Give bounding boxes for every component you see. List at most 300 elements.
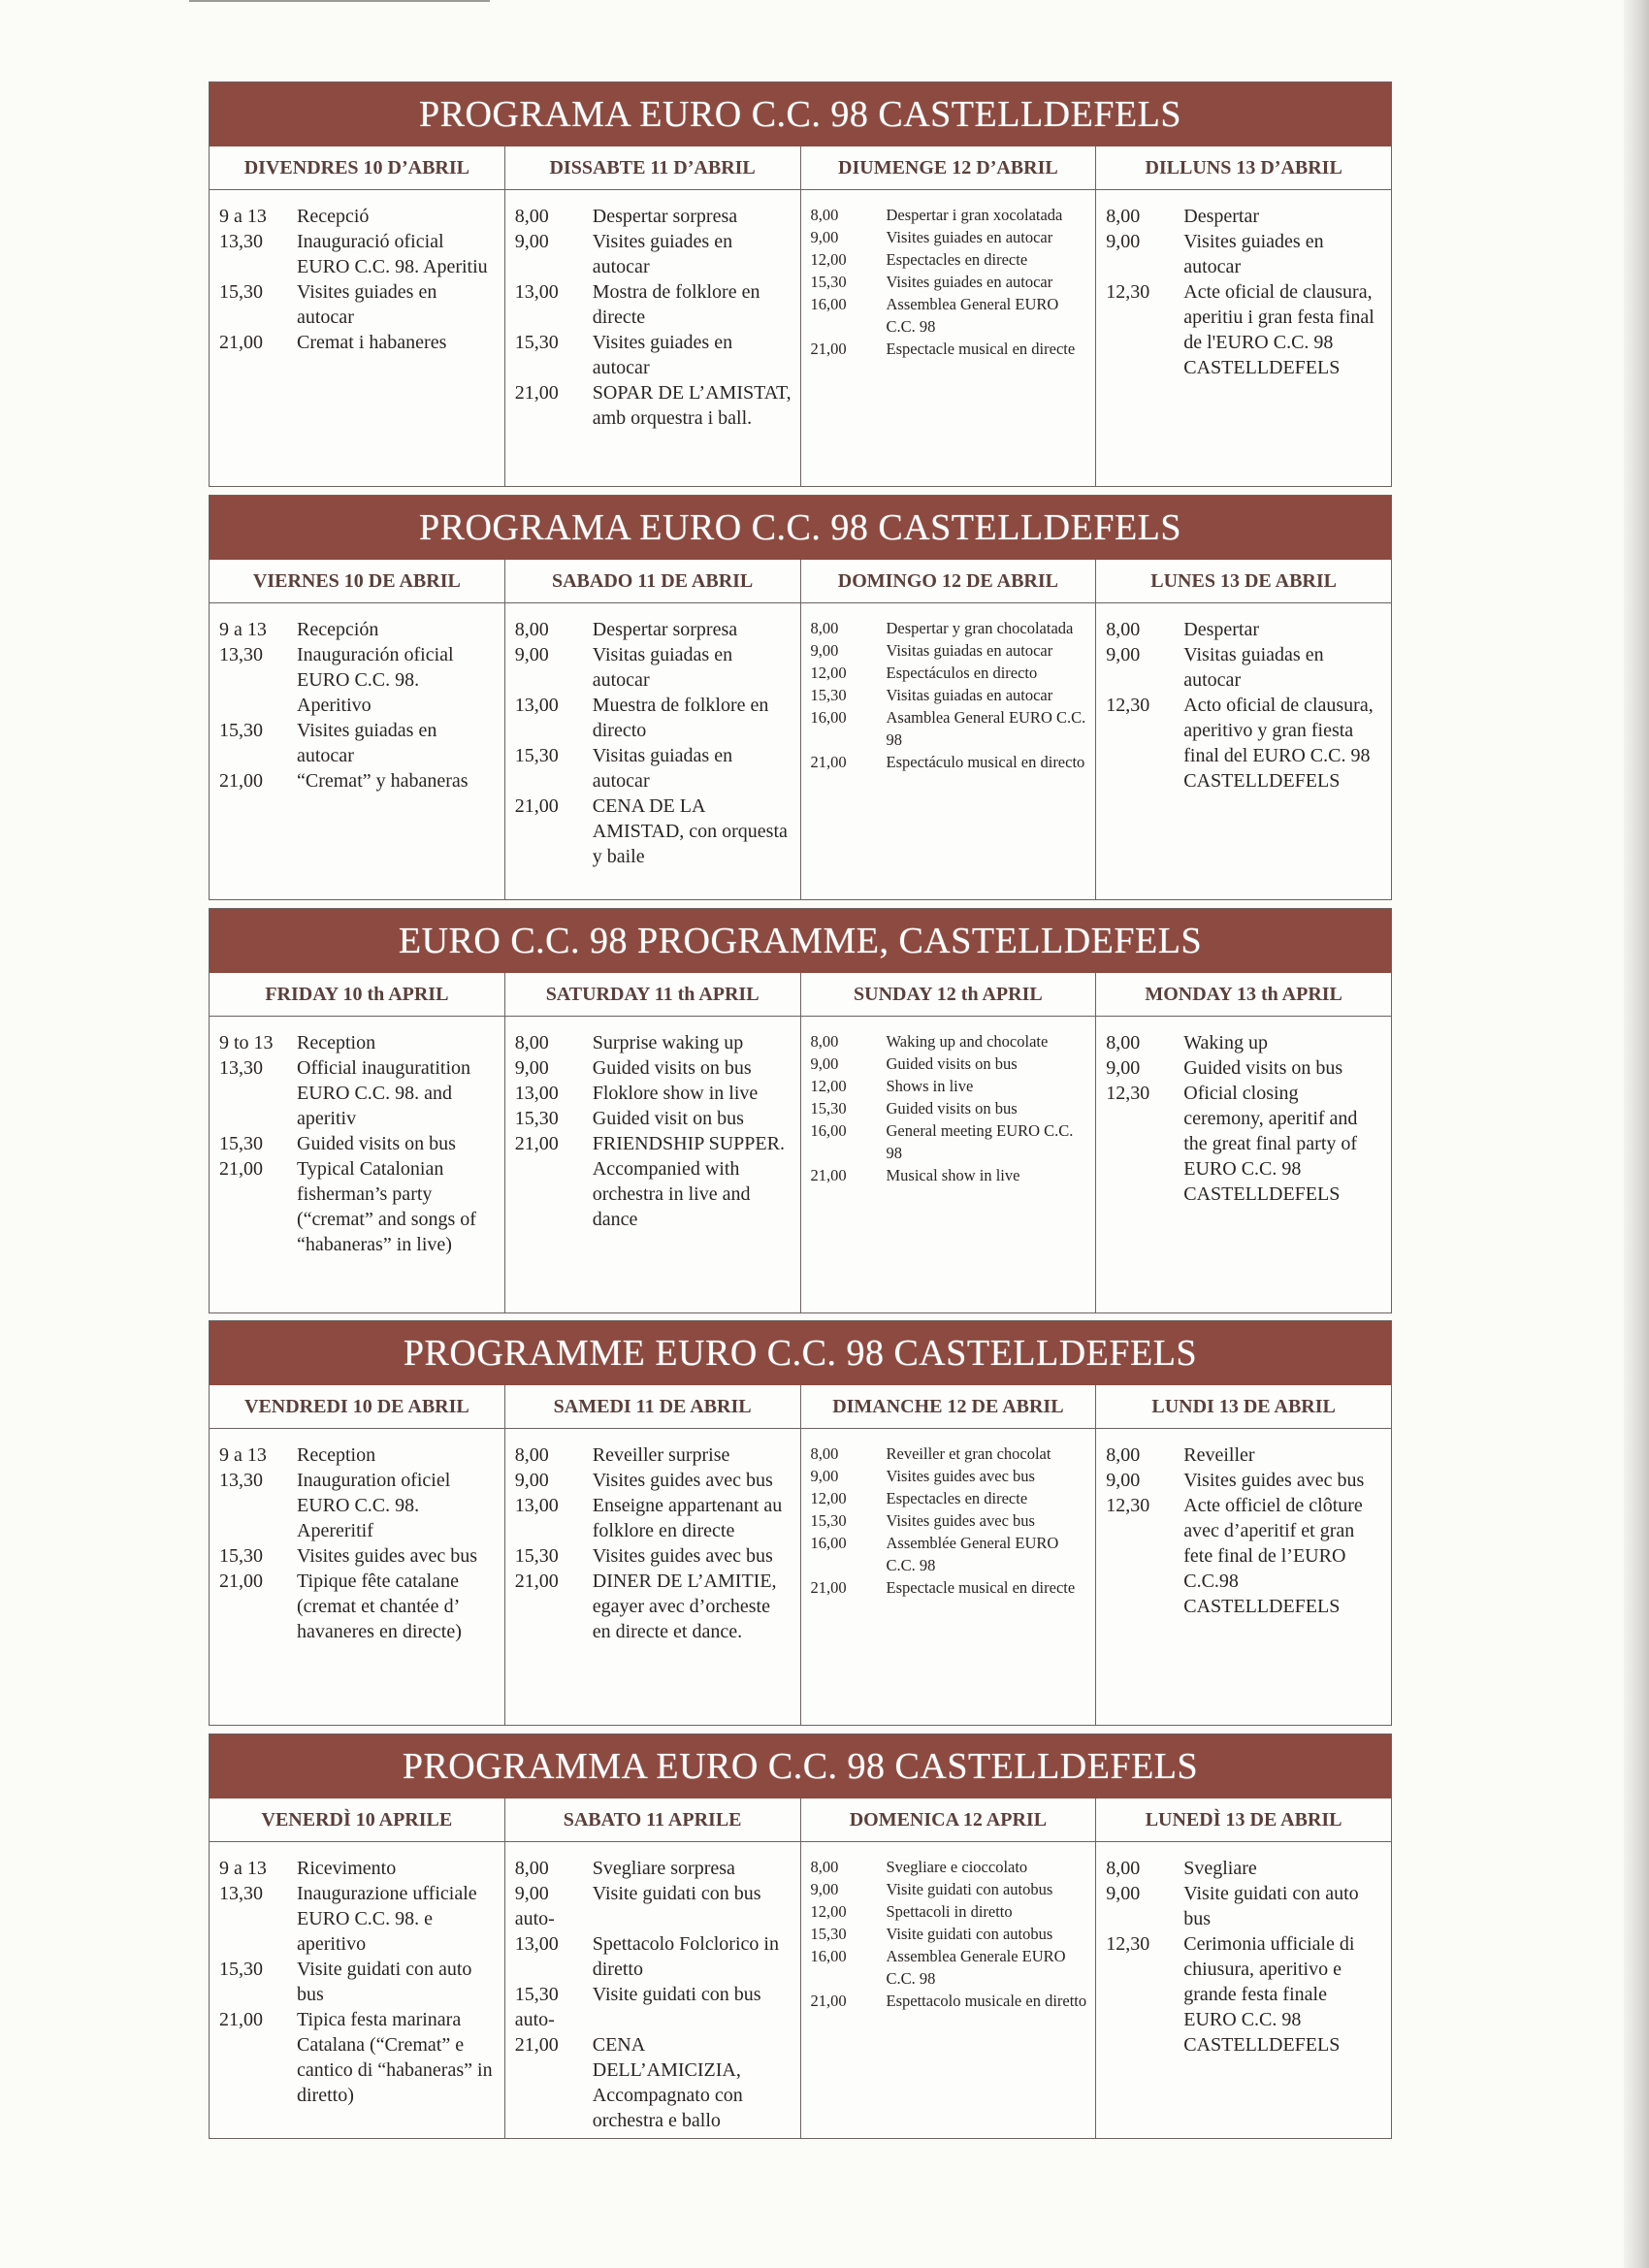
entry-time: 12,00 (810, 1077, 847, 1095)
entry-activity: Tipica festa marinara Catalana (“Cremat” e cantico di “habaneras” in diretto) (297, 2009, 493, 2106)
entry-activity: Acte officiel de clôture avec d’aperitif et gran fete final de l’EURO C.C.98 CASTELLDEFELS (1183, 1495, 1363, 1617)
entry-time: 9,00 (810, 1054, 839, 1073)
entry-activity: Visites guides avec bus (1183, 1470, 1365, 1491)
day-column (1095, 560, 1391, 899)
entry-time: 9 a 13 (219, 619, 267, 640)
entry-time: 15,30 (810, 1511, 847, 1530)
entry-time: 12,00 (810, 1902, 847, 1921)
entry-time: 13,00 (514, 281, 559, 303)
schedule-list (513, 1429, 792, 1644)
entry-activity: Recepción (297, 619, 379, 640)
schedule-entry (217, 768, 497, 794)
entry-time: 12,30 (1106, 1083, 1150, 1104)
schedule-entry (809, 1465, 1088, 1487)
entry-activity: CENA DELL’AMICIZIA, Accompagnato con orchestra e ballo (592, 2034, 743, 2131)
entry-time: 21,00 (219, 770, 263, 792)
schedule-entry (1104, 1493, 1383, 1619)
entry-activity: Espectacle musical en directe (886, 1578, 1076, 1597)
entry-activity: Visitas guiadas en autocar (1183, 644, 1324, 691)
schedule-entry (809, 293, 1088, 338)
schedule-entry (809, 1900, 1088, 1923)
entry-time: 21,00 (219, 332, 263, 353)
entry-time: 15,30 (219, 1133, 263, 1154)
schedule-entry (513, 330, 792, 380)
entry-time: 12,30 (1106, 695, 1150, 716)
schedule-entry (809, 1923, 1088, 1945)
entry-time: 8,00 (810, 619, 839, 637)
day-header: SABADO 11 DE ABRIL (505, 560, 800, 603)
schedule-entry (809, 684, 1088, 706)
entry-time: 15,30 (514, 332, 559, 353)
entry-activity: Visites guides avec bus (886, 1511, 1035, 1530)
schedule-entry (513, 617, 792, 642)
schedule-list (513, 1017, 792, 1232)
entry-time: 13,30 (219, 644, 263, 665)
entry-activity: Visites guiades en autocar (297, 281, 437, 328)
day-column (210, 973, 504, 1312)
day-column (1095, 973, 1391, 1312)
entry-time: 16,00 (810, 1534, 847, 1552)
day-header: SAMEDI 11 DE ABRIL (505, 1385, 800, 1429)
entry-activity: Muestra de folklore en directo (592, 695, 769, 741)
schedule-entry (809, 1030, 1088, 1053)
entry-activity: Inauguració oficial EURO C.C. 98. Aperitiu (297, 231, 488, 277)
entry-time: 21,00 (810, 753, 847, 771)
page-edge (1624, 0, 1649, 2268)
schedule-entry (513, 279, 792, 330)
entry-activity: Reception (297, 1444, 376, 1466)
entry-time: 15,30 (219, 720, 263, 741)
schedule-entry (809, 1075, 1088, 1097)
schedule-entry (809, 1053, 1088, 1075)
section-title: PROGRAMA EURO C.C. 98 CASTELLDEFELS (210, 496, 1391, 560)
entry-time: 16,00 (810, 1121, 847, 1140)
entry-activity: SOPAR DE L’AMISTAT, amb orquestra i ball. (592, 382, 792, 429)
schedule-entry (217, 1131, 497, 1156)
entry-time: 9,00 auto- (514, 1883, 555, 1929)
entry-time: 9,00 (810, 228, 839, 246)
entry-activity: Despertar (1183, 206, 1259, 227)
schedule-entry (513, 1468, 792, 1493)
program-section (209, 81, 1392, 487)
entry-activity: Inauguración oficial EURO C.C. 98. Aperitivo (297, 644, 454, 716)
entry-activity: Assemblea General EURO C.C. 98 (886, 295, 1059, 336)
schedule-entry (217, 229, 497, 279)
schedule-entry (513, 642, 792, 693)
day-column (504, 1798, 800, 2138)
entry-time: 9 a 13 (219, 1858, 267, 1879)
entry-time: 16,00 (810, 295, 847, 313)
entry-activity: Ricevimento (297, 1858, 397, 1879)
entry-time: 12,30 (1106, 1933, 1150, 1955)
top-rule (189, 0, 490, 2)
entry-time: 13,00 (514, 1933, 559, 1955)
entry-time: 15,30 (514, 1108, 559, 1129)
day-header: VENDREDI 10 DE ABRIL (210, 1385, 504, 1429)
entry-activity: Waking up and chocolate (886, 1032, 1049, 1051)
entry-activity: Visite guidati con bus (592, 1984, 761, 2005)
entry-time: 13,00 (514, 1083, 559, 1104)
entry-activity: Cerimonia ufficiale di chiusura, aperitivo e grande festa finale EURO C.C. 98 CASTELLDEFELS (1183, 1933, 1355, 2056)
section-title: EURO C.C. 98 PROGRAMME, CASTELLDEFELS (210, 909, 1391, 973)
entry-activity: Cremat i habaneres (297, 332, 447, 353)
schedule-entry (1104, 1468, 1383, 1493)
entry-activity: CENA DE LA AMISTAD, con orquesta y baile (592, 795, 788, 867)
entry-activity: Acte oficial de clausura, aperitiu i gran festa final de l'EURO C.C. 98 CASTELLDEFELS (1183, 281, 1374, 378)
entry-activity: Visite guidati con autobus (886, 1880, 1053, 1898)
entry-time: 9,00 (514, 1057, 549, 1079)
day-header: FRIDAY 10 th APRIL (210, 973, 504, 1017)
schedule-entry (217, 617, 497, 642)
schedule-entry (809, 1097, 1088, 1119)
day-columns (210, 146, 1391, 486)
entry-time: 9,00 (1106, 231, 1141, 252)
schedule-entry (809, 751, 1088, 773)
schedule-entry (1104, 693, 1383, 794)
entry-activity: Visitas guiadas en autocar (592, 745, 733, 792)
entry-time: 21,00 (514, 1571, 559, 1592)
schedule-entry (513, 1982, 792, 2032)
entry-time: 12,00 (810, 1489, 847, 1507)
entry-time: 9,00 (810, 641, 839, 660)
schedule-entry (1104, 1081, 1383, 1207)
schedule-entry (1104, 1856, 1383, 1881)
entry-activity: Reveiller surprise (592, 1444, 730, 1466)
entry-time: 21,00 (810, 1578, 847, 1597)
entry-activity: Espettacolo musicale en diretto (886, 1992, 1087, 2010)
schedule-list (217, 1429, 497, 1644)
entry-time: 9,00 (514, 231, 549, 252)
entry-time: 16,00 (810, 708, 847, 727)
entry-activity: Guided visits on bus (297, 1133, 456, 1154)
entry-activity: Despertar sorpresa (592, 619, 738, 640)
day-header: MONDAY 13 th APRIL (1096, 973, 1391, 1017)
schedule-entry (217, 279, 497, 330)
schedule-list (217, 190, 497, 355)
schedule-entry (809, 639, 1088, 662)
day-header: DOMENICA 12 APRIL (801, 1798, 1096, 1842)
schedule-entry (809, 271, 1088, 293)
entry-time: 15,30 auto- (514, 1984, 559, 2030)
program-section (209, 1733, 1392, 2139)
entry-activity: Asamblea General EURO C.C. 98 (886, 708, 1086, 749)
entry-activity: Espectacles en directe (886, 1489, 1028, 1507)
section-title: PROGRAMME EURO C.C. 98 CASTELLDEFELS (210, 1321, 1391, 1385)
program-section (209, 1320, 1392, 1726)
entry-time: 8,00 (1106, 1032, 1141, 1053)
entry-activity: Floklore show in live (592, 1083, 759, 1104)
day-header: DIMANCHE 12 DE ABRIL (801, 1385, 1096, 1429)
entry-activity: Svegliare (1183, 1858, 1257, 1879)
entry-time: 8,00 (810, 1444, 839, 1463)
day-header: VIERNES 10 DE ABRIL (210, 560, 504, 603)
entry-activity: Guided visit on bus (592, 1108, 744, 1129)
entry-time: 8,00 (1106, 619, 1141, 640)
entry-activity: Despertar (1183, 619, 1259, 640)
entry-activity: Visite guidati con auto bus (297, 1959, 472, 2005)
schedule-entry (1104, 229, 1383, 279)
day-header: LUNEDÌ 13 DE ABRIL (1096, 1798, 1391, 1842)
schedule-list (1104, 1429, 1383, 1619)
entry-time: 21,00 (219, 2009, 263, 2030)
schedule-entry (809, 1442, 1088, 1465)
schedule-entry (513, 1569, 792, 1644)
entry-time: 15,30 (514, 1545, 559, 1567)
day-header: SUNDAY 12 th APRIL (801, 973, 1096, 1017)
entry-time: 8,00 (514, 1444, 549, 1466)
entry-time: 21,00 (514, 795, 559, 817)
schedule-entry (809, 248, 1088, 271)
day-header: LUNDI 13 DE ABRIL (1096, 1385, 1391, 1429)
entry-time: 15,30 (810, 1925, 847, 1943)
day-header: SABATO 11 APRILE (505, 1798, 800, 1842)
schedule-entry (1104, 1931, 1383, 2057)
schedule-entry (513, 1931, 792, 1982)
entry-time: 8,00 (514, 619, 549, 640)
day-column (210, 560, 504, 899)
entry-time: 8,00 (1106, 206, 1141, 227)
schedule-entry (809, 1119, 1088, 1164)
entry-activity: Visitas guiadas en autocar (592, 644, 733, 691)
entry-time: 9,00 (810, 1880, 839, 1898)
entry-time: 12,30 (1106, 281, 1150, 303)
entry-activity: Spettacolo Folclorico in diretto (592, 1933, 779, 1980)
schedule-entry (809, 1532, 1088, 1576)
schedule-entry (217, 1468, 497, 1543)
schedule-entry (217, 1543, 497, 1569)
schedule-entry (513, 693, 792, 743)
schedule-list (513, 1842, 792, 2133)
entry-activity: Visites guiadas en autocar (297, 720, 437, 766)
schedule-entry (513, 1881, 792, 1931)
entry-activity: Visites guiades en autocar (1183, 231, 1324, 277)
schedule-entry (809, 617, 1088, 639)
schedule-entry (809, 662, 1088, 684)
schedule-list (1104, 1842, 1383, 2057)
entry-time: 8,00 (514, 1032, 549, 1053)
entry-activity: Inaugurazione ufficiale EURO C.C. 98. e aperitivo (297, 1883, 477, 1955)
day-column (1095, 1798, 1391, 2138)
day-column (1095, 1385, 1391, 1725)
entry-activity: Assemblée General EURO C.C. 98 (886, 1534, 1059, 1574)
day-column (800, 1385, 1096, 1725)
entry-time: 9 a 13 (219, 206, 267, 227)
entry-activity: Visites guiades en autocar (886, 228, 1053, 246)
entry-time: 8,00 (1106, 1858, 1141, 1879)
day-columns (210, 1798, 1391, 2138)
entry-activity: Tipique fête catalane (cremat et chantée d’ havaneres en directe) (297, 1571, 462, 1642)
schedule-entry (217, 330, 497, 355)
entry-time: 8,00 (514, 206, 549, 227)
schedule-entry (513, 1081, 792, 1106)
entry-activity: Oficial closing ceremony, aperitif and the great final party of EURO C.C. 98 CASTELLDEFELS (1183, 1083, 1358, 1205)
schedule-entry (217, 1055, 497, 1131)
day-column (504, 560, 800, 899)
entry-activity: Visites guiades en autocar (592, 231, 733, 277)
day-header: DOMINGO 12 DE ABRIL (801, 560, 1096, 603)
entry-activity: Typical Catalonian fisherman’s party (“cremat” and songs of “habaneras” in live) (297, 1158, 476, 1255)
entry-time: 21,00 (514, 382, 559, 404)
schedule-entry (513, 1055, 792, 1081)
day-column (800, 560, 1096, 899)
entry-activity: Acto oficial de clausura, aperitivo y gran fiesta final del EURO C.C. 98 CASTELLDEFELS (1183, 695, 1374, 792)
schedule-entry (513, 794, 792, 869)
day-header: DILLUNS 13 D’ABRIL (1096, 146, 1391, 190)
schedule-list (217, 1017, 497, 1257)
schedule-entry (513, 204, 792, 229)
day-column (1095, 146, 1391, 486)
schedule-entry (809, 204, 1088, 226)
schedule-entry (513, 1131, 792, 1232)
day-columns (210, 560, 1391, 899)
day-columns (210, 1385, 1391, 1725)
schedule-entry (217, 1030, 497, 1055)
entry-activity: Surprise waking up (592, 1032, 744, 1053)
entry-time: 9 to 13 (219, 1032, 274, 1053)
entry-time: 12,00 (810, 664, 847, 682)
entry-time: 13,30 (219, 231, 263, 252)
entry-activity: Waking up (1183, 1032, 1268, 1053)
day-header: DISSABTE 11 D’ABRIL (505, 146, 800, 190)
entry-time: 15,30 (514, 745, 559, 766)
schedule-entry (1104, 279, 1383, 380)
entry-activity: Svegliare e cioccolato (886, 1858, 1028, 1876)
schedule-entry (217, 1156, 497, 1257)
day-column (210, 146, 504, 486)
schedule-entry (809, 1509, 1088, 1532)
entry-activity: Guided visits on bus (592, 1057, 752, 1079)
entry-time: 13,30 (219, 1057, 263, 1079)
entry-time: 9 a 13 (219, 1444, 267, 1466)
entry-activity: Espectáculo musical en directo (886, 753, 1085, 771)
program-section (209, 495, 1392, 900)
entry-activity: Visite guidati con autobus (886, 1925, 1053, 1943)
entry-activity: Visites guides avec bus (592, 1545, 773, 1567)
entry-activity: Official inauguratition EURO C.C. 98. and aperitiv (297, 1057, 471, 1129)
schedule-entry (1104, 642, 1383, 693)
entry-activity: Recepció (297, 206, 370, 227)
entry-activity: Reveiller et gran chocolat (886, 1444, 1051, 1463)
entry-time: 9,00 (1106, 1057, 1141, 1079)
entry-activity: Espectáculos en directo (886, 664, 1038, 682)
schedule-entry (217, 642, 497, 718)
entry-time: 15,30 (219, 281, 263, 303)
entry-time: 13,00 (514, 695, 559, 716)
entry-activity: Spettacoli in diretto (886, 1902, 1013, 1921)
entry-activity: Visites guides avec bus (592, 1470, 773, 1491)
schedule-list (1104, 603, 1383, 794)
entry-activity: DINER DE L’AMITIE, egayer avec d’orcheste en directe et dance. (592, 1571, 777, 1642)
entry-activity: “Cremat” y habaneras (297, 770, 469, 792)
day-column (210, 1385, 504, 1725)
schedule-entry (809, 338, 1088, 360)
entry-activity: Assemblea Generale EURO C.C. 98 (886, 1947, 1066, 1988)
schedule-entry (809, 1945, 1088, 1990)
entry-activity: Visitas guiadas en autocar (886, 641, 1053, 660)
schedule-entry (1104, 1442, 1383, 1468)
entry-activity: Shows in live (886, 1077, 974, 1095)
entry-time: 8,00 (514, 1858, 549, 1879)
day-column (800, 973, 1096, 1312)
entry-activity: Espectacle musical en directe (886, 340, 1076, 358)
entry-time: 15,30 (810, 686, 847, 704)
entry-activity: Mostra de folklore en directe (592, 281, 760, 328)
schedule-entry (513, 229, 792, 279)
schedule-entry (217, 204, 497, 229)
schedule-entry (513, 1856, 792, 1881)
schedule-entry (513, 1493, 792, 1543)
schedule-list (513, 603, 792, 869)
entry-activity: Svegliare sorpresa (592, 1858, 735, 1879)
entry-activity: Visite guidati con auto bus (1183, 1883, 1359, 1929)
schedule-entry (217, 1957, 497, 2007)
entry-time: 12,30 (1106, 1495, 1150, 1516)
schedule-entry (513, 743, 792, 794)
schedule-entry (1104, 1030, 1383, 1055)
schedule-entry (217, 1856, 497, 1881)
entry-time: 21,00 (514, 2034, 559, 2056)
entry-time: 21,00 (810, 340, 847, 358)
schedule-entry (1104, 204, 1383, 229)
day-header: SATURDAY 11 th APRIL (505, 973, 800, 1017)
schedule-entry (217, 1569, 497, 1644)
entry-time: 8,00 (1106, 1444, 1141, 1466)
entry-time: 9,00 (1106, 1883, 1141, 1904)
schedule-entry (217, 1442, 497, 1468)
entry-activity: Guided visits on bus (1183, 1057, 1343, 1079)
entry-activity: General meeting EURO C.C. 98 (886, 1121, 1074, 1162)
schedule-entry (513, 2032, 792, 2133)
entry-activity: Visite guidati con bus (592, 1883, 761, 1904)
schedule-entry (513, 380, 792, 431)
schedule-list (217, 1842, 497, 2108)
schedule-entry (809, 1878, 1088, 1900)
schedule-entry (513, 1030, 792, 1055)
schedule-entry (809, 1487, 1088, 1509)
day-column (210, 1798, 504, 2138)
entry-activity: Visitas guiadas en autocar (886, 686, 1053, 704)
entry-activity: Reveiller (1183, 1444, 1255, 1466)
entry-activity: Musical show in live (886, 1166, 1020, 1184)
schedule-entry (513, 1543, 792, 1569)
entry-activity: Visites guiades en autocar (592, 332, 733, 378)
entry-activity: Guided visits on bus (886, 1054, 1018, 1073)
schedule-entry (1104, 1881, 1383, 1931)
section-title: PROGRAMA EURO C.C. 98 CASTELLDEFELS (210, 82, 1391, 146)
entry-time: 8,00 (810, 1032, 839, 1051)
entry-time: 15,30 (219, 1959, 263, 1980)
schedule-entry (513, 1106, 792, 1131)
day-header: LUNES 13 DE ABRIL (1096, 560, 1391, 603)
schedule-entry (217, 1881, 497, 1957)
entry-activity: Guided visits on bus (886, 1099, 1018, 1118)
schedule-entry (217, 718, 497, 768)
day-column (800, 1798, 1096, 2138)
day-column (504, 973, 800, 1312)
entry-time: 21,00 (810, 1166, 847, 1184)
entry-time: 9,00 (810, 1467, 839, 1485)
schedule-list (1104, 190, 1383, 380)
entry-time: 8,00 (810, 206, 839, 224)
entry-activity: Visites guides avec bus (886, 1467, 1035, 1485)
schedule-entry (217, 2007, 497, 2108)
schedule-entry (809, 1990, 1088, 2012)
day-columns (210, 973, 1391, 1312)
entry-time: 9,00 (1106, 1470, 1141, 1491)
entry-activity: Despertar i gran xocolatada (886, 206, 1063, 224)
schedule-entry (809, 1164, 1088, 1186)
schedule-entry (809, 1576, 1088, 1599)
